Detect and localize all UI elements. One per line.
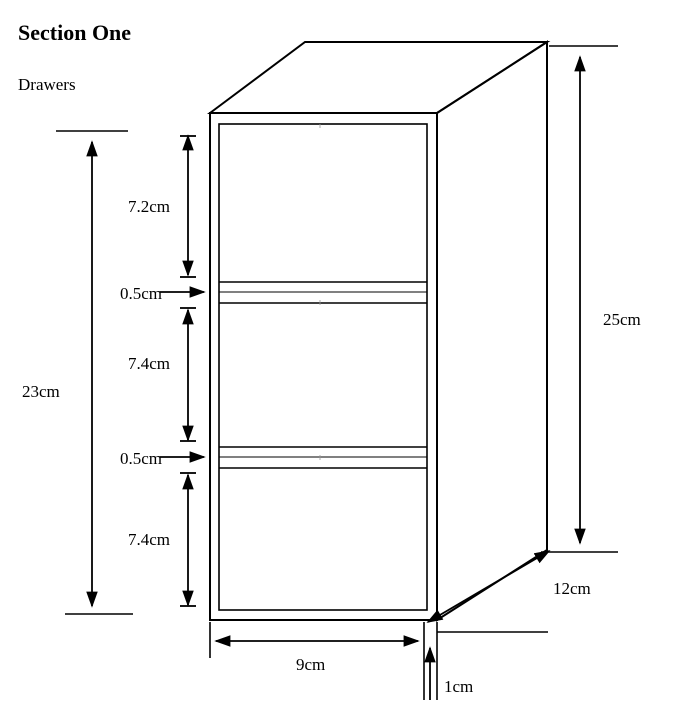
dim-label-gap-top: 0.5cm (120, 284, 163, 303)
dim-label-gap-bottom: 0.5cm (120, 449, 163, 468)
dimension-arrows (92, 57, 580, 700)
page-subtitle: Drawers (18, 75, 76, 94)
extension-lines (56, 46, 618, 700)
dim-label-left-overall: 23cm (22, 382, 60, 401)
dim-label-drawer-middle: 7.4cm (128, 354, 171, 373)
dim-label-right-overall: 25cm (603, 310, 641, 329)
drawer-divider-upper (219, 282, 427, 303)
page-title: Section One (18, 20, 132, 45)
dim-label-width: 9cm (296, 655, 326, 674)
dim-label-thickness: 1cm (444, 677, 474, 696)
drawer-divider-lower (219, 447, 427, 468)
cabinet-outline (210, 42, 547, 620)
dim-arrow-12cm (428, 551, 549, 622)
dim-label-drawer-bottom: 7.4cm (128, 530, 171, 549)
dim-label-drawer-top: 7.2cm (128, 197, 171, 216)
dim-label-depth: 12cm (553, 579, 591, 598)
cabinet-front-frame (219, 124, 427, 610)
